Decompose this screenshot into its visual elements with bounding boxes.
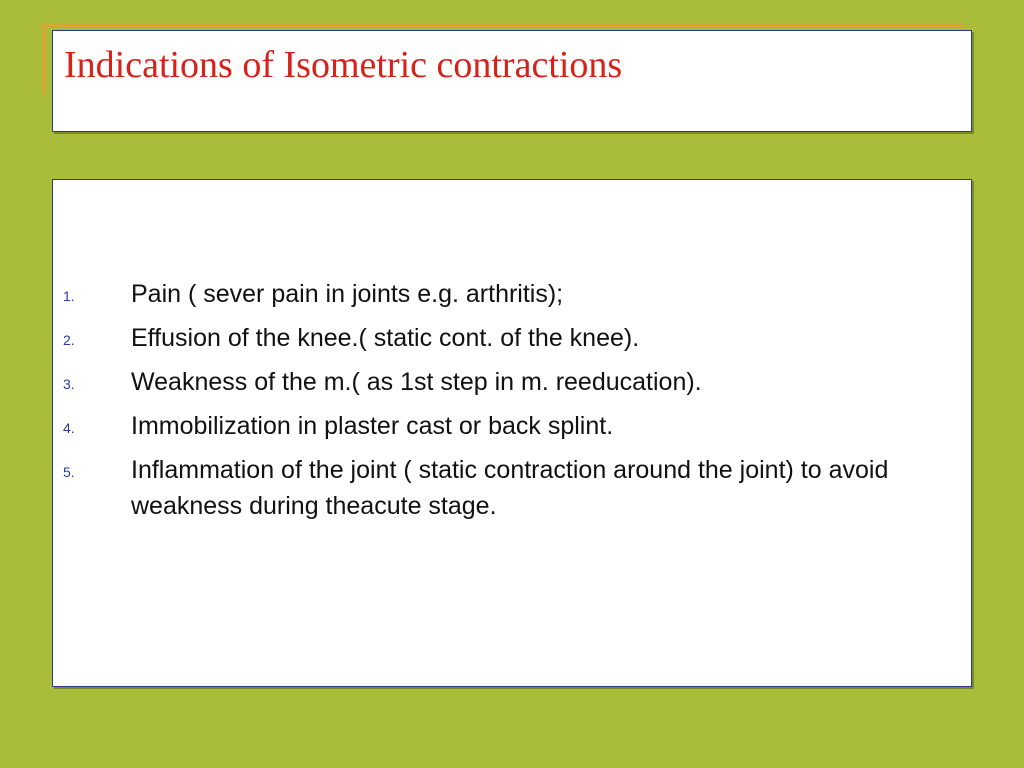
list-text: Immobilization in plaster cast or back splint.: [131, 412, 614, 440]
list-item: [53, 320, 971, 356]
list-text: Effusion of the knee.( static cont. of the knee).: [131, 324, 640, 352]
accent-frame-top: [42, 24, 964, 28]
list-item: [53, 452, 971, 524]
accent-frame-left: [42, 24, 46, 94]
list-text: Pain ( sever pain in joints e.g. arthritis);: [131, 280, 564, 308]
list-item: [53, 276, 971, 312]
list-text: Weakness of the m.( as 1st step in m. reeducation).: [131, 368, 702, 396]
content-box: [52, 179, 972, 687]
list-item: [53, 364, 971, 400]
indication-list: [53, 276, 971, 532]
list-number: 2.: [63, 332, 75, 348]
slide-title: Indications of Isometric contractions: [64, 44, 623, 86]
list-number: 1.: [63, 288, 75, 304]
list-number: 3.: [63, 376, 75, 392]
list-number: 5.: [63, 464, 75, 480]
list-item: [53, 408, 971, 444]
list-text: Inflammation of the joint ( static contraction around the joint) to avoid weakness during theacute stage.: [131, 456, 889, 520]
title-box: [52, 30, 972, 132]
list-number: 4.: [63, 420, 75, 436]
